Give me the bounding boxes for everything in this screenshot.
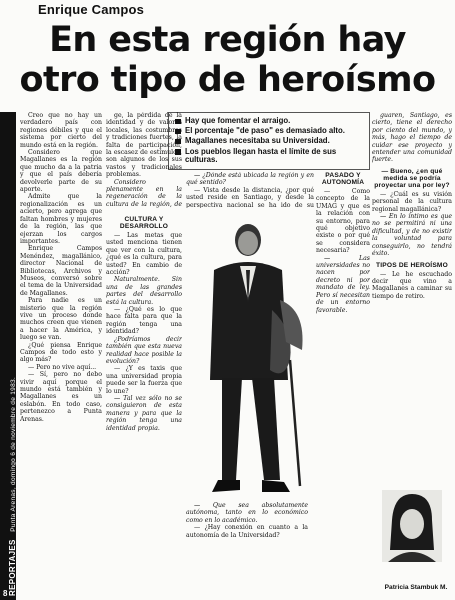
paragraph: Admite que la regionalización es un acierto, pero agrega que faltan hombres y mujeres de la región, las que ejerzan los cargos importantes.: [20, 193, 102, 245]
photo-enrique-campos: [186, 210, 314, 500]
byline: Enrique Campos: [38, 2, 145, 17]
paragraph: — ¿Y es taxis que una universidad propia puede ser la fuerza que lo une?: [106, 365, 182, 395]
man-portrait-icon: [186, 210, 314, 500]
paragraph: — ¿Hay conexión en cuanto a la autonomía de la Universidad?: [186, 524, 308, 539]
paragraph: — ¿Dónde está ubicada la región y en qué sentido?: [186, 172, 314, 187]
paragraph: — En lo íntimo es que no se permitirá ni una dificultad, y de no existir la voluntad para conseguirlo, no tendrá éxito.: [372, 213, 452, 258]
article-column-1: [20, 112, 102, 598]
paragraph: guaren, Santiago, es cierto, tiene el derecho por ciento del mundo, y más, hago el tiempo de cuidar ese proyecto y entender una comunidad fuerte.: [372, 112, 452, 164]
paragraph: Enrique Campos Menéndez, magallánico, director Nacional de Bibliotecas, Archivos y Museos, conversó sobre el tema de la Universidad de Magallanes.: [20, 245, 102, 297]
paragraph: — Pero no vive aquí...: [28, 363, 97, 371]
paragraph: — ¿Qué es lo que hace falta para que la región tenga una identidad?: [106, 306, 182, 336]
paragraph: — Las universidades no nacen por decreto ni por mandato de ley. Pero sí necesitan de un entorno favorable.: [316, 254, 370, 314]
paragraph: — Le he escuchado decir que vino a Magallanes a caminar su tiempo de retiro.: [372, 270, 452, 300]
subhead-cultura: CULTURA Y DESARROLLO: [119, 216, 169, 230]
author-face-icon: [382, 490, 442, 562]
paragraph: Para nadie es un misterio que la región vive un proceso donde muchos creen que vienen a hacer la América, y luego se van.: [20, 297, 102, 342]
sidebar-text: [8, 377, 17, 596]
paragraph: — Vista desde la distancia, ¿por qué usted reside en Santiago, y desde la perspectiva nacional se ha ido de su: [186, 186, 314, 208]
author-name: Patricia Stambuk M.: [384, 584, 448, 591]
article-column-2: [106, 112, 182, 208]
page-number: 8: [3, 589, 8, 598]
paragraph: Considero que Magallanes es la región que mucho da a la patria y que el país debería devolverle parte de su aporte.: [20, 149, 102, 194]
paragraph: Naturalmente. Sin una de las grandes partes del desarrollo está la cultura.: [106, 276, 182, 306]
highlights-box: [168, 112, 370, 170]
article-column-4: [186, 172, 314, 208]
subhead-pasado: PASADO Y AUTONOMÍA: [321, 172, 365, 186]
subhead-heroismo: TIPOS DE HEROÍSMO: [376, 261, 448, 269]
paragraph: — Tal vez sólo no se consiguieron de esta manera y para que la región tenga una identidad propia.: [106, 394, 182, 432]
highlight-item: El porcentaje "de paso" es demasiado alto.: [175, 127, 369, 136]
highlight-item: Los pueblos llegan hasta el límite de sus culturas.: [175, 148, 369, 165]
photo-caption-column: [186, 502, 308, 598]
paragraph: — Que sea absolutamente autónoma, tanto en lo económico como en lo académico.: [186, 502, 308, 524]
headline-line-1: En esta región hay: [49, 20, 406, 60]
place-date: Punta Arenas, domingo 6 de noviembre de 1983.: [10, 376, 17, 532]
paragraph: — ¿Cuál es su visión personal de la cultura regional magallánica?: [372, 190, 452, 213]
article-column-5: [316, 172, 370, 598]
paragraph: ¿Podríamos decir también que esta nueva realidad hace posible la evolución?: [106, 335, 182, 365]
paragraph: — Sí, pero no debo vivir aquí porque el mundo está también y Magallanes es un eslabón. En todo caso, pertenezco a Punta Arenas.: [20, 371, 102, 423]
author-portrait: [382, 490, 442, 562]
section-sidebar: [0, 112, 16, 600]
paragraph: — Como concepto de la UMAG y que es la relación con su entorno, para qué objetivo existe o por qué se considera necesaria?: [316, 188, 370, 255]
headline-line-2: otro tipo de heroísmo: [19, 60, 436, 100]
subhead-question: — Bueno, ¿en qué medida se podría proyectar una por ley?: [374, 167, 450, 189]
paragraph: ge, la pérdida de la identidad y de valores locales, las costumbres y tradiciones fuertes, la falta de participación, la escasez de estímulos, son algunos de los sus vastos y tradicionales problemas.: [106, 112, 182, 179]
section-label: REPORTAJES: [8, 539, 17, 596]
highlight-item: Magallanes necesitaba su Universidad.: [175, 137, 369, 146]
paragraph: Creo que no hay un verdadero país con regiones débiles y que el sistema por cierto del mundo está en la región.: [20, 112, 102, 149]
paragraph: ¿Qué piensa Enrique Campos de todo esto y algo más?: [20, 341, 102, 364]
paragraph: Considero plenamente en la regeneración de la cultura de la región, de: [106, 178, 182, 208]
article-column-2b: [106, 212, 182, 598]
paragraph: — Las metas que usted menciona tienen que ver con la cultura, ¿qué es la cultura, para usted? En cambio de acción?: [106, 232, 182, 277]
highlight-item: Hay que fomentar el arraigo.: [175, 117, 369, 126]
